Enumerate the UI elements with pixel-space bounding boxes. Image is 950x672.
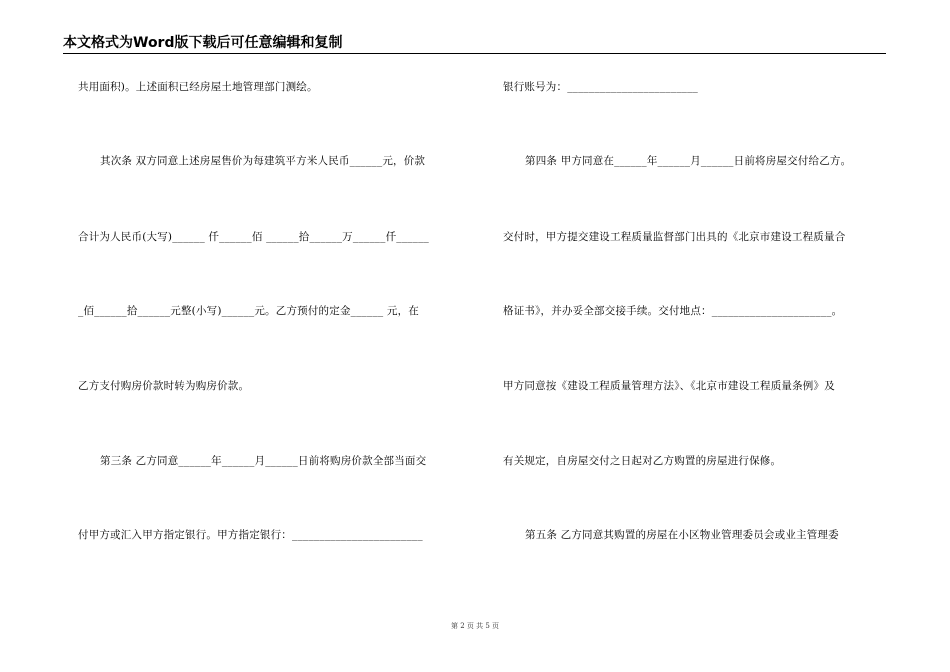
left-line-3: 合计为人民币(大写)______ 仟______佰 ______拾______万______仟______ [78, 231, 429, 243]
right-line-5: 甲方同意按《建设工程质量管理方法》、《北京市建设工程质量条例》及 [503, 380, 835, 392]
left-line-7: 付甲方或汇入甲方指定银行。甲方指定银行：________________________ [78, 529, 423, 541]
left-line-5: 乙方支付购房价款时转为购房价款。 [78, 380, 250, 392]
right-line-7: 第五条 乙方同意其购置的房屋在小区物业管理委员会或业主管理委 [525, 529, 839, 541]
right-line-4: 格证书》，并办妥全部交接手续。交付地点：______________________。 [503, 305, 843, 317]
left-line-4: _佰______拾______元整(小写)______元。乙方预付的定金______ 元，在 [78, 305, 419, 317]
right-line-1: 银行账号为：________________________ [503, 81, 698, 93]
left-line-2: 其次条 双方同意上述房屋售价为每建筑平方米人民币______元，价款 [100, 155, 426, 167]
right-line-3: 交付时，甲方提交建设工程质量监督部门出具的《北京市建设工程质量合 [503, 231, 846, 243]
page-number: 第 2 页 共 5 页 [450, 622, 500, 630]
left-line-1: 共用面积)。上述面积已经房屋土地管理部门测绘。 [78, 81, 318, 93]
header-divider [63, 53, 886, 54]
left-line-6: 第三条 乙方同意______年______月______日前将购房价款全部当面交 [100, 455, 427, 467]
right-line-6: 有关规定，自房屋交付之日起对乙方购置的房屋进行保修。 [503, 455, 782, 467]
document-header-title: 本文格式为Word版下载后可任意编辑和复制 [63, 35, 343, 51]
right-line-2: 第四条 甲方同意在______年______月______日前将房屋交付给乙方。 [525, 155, 852, 167]
